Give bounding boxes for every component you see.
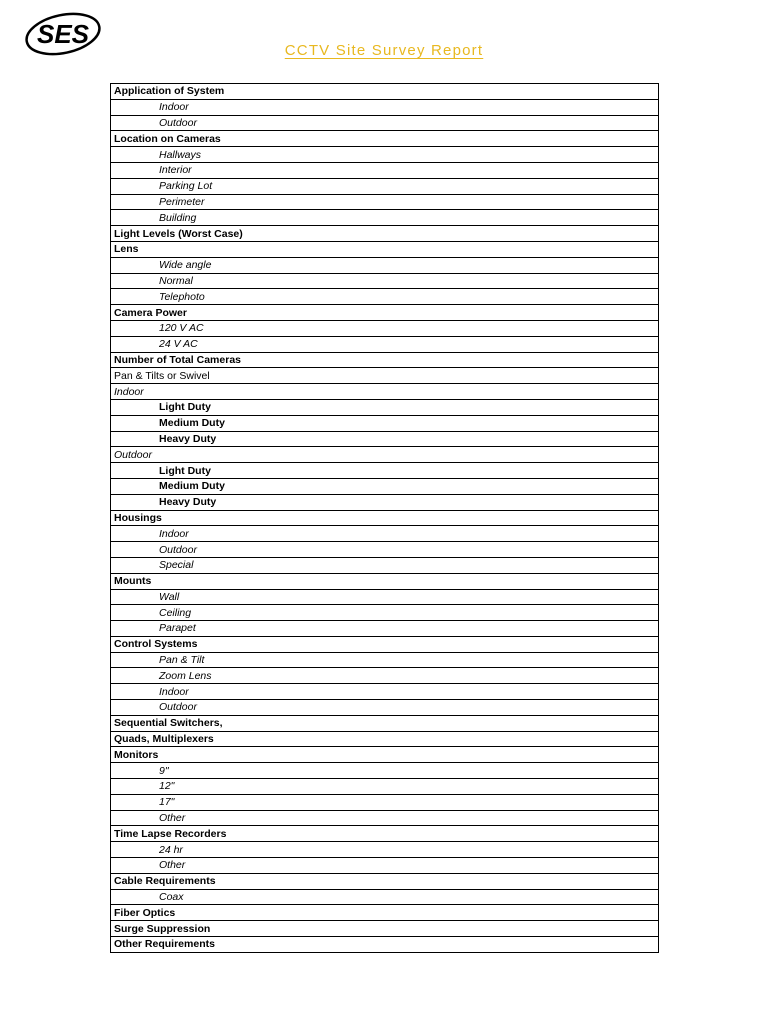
table-row bbox=[111, 652, 659, 668]
table-row bbox=[111, 84, 659, 100]
table-row bbox=[111, 715, 659, 731]
item-label: 24 V AC bbox=[111, 336, 659, 352]
table-row bbox=[111, 605, 659, 621]
section-label: Pan & Tilts or Swivel bbox=[111, 368, 659, 384]
table-row bbox=[111, 447, 659, 463]
section-label: Sequential Switchers, bbox=[111, 715, 659, 731]
logo-text: SES bbox=[36, 19, 90, 49]
table-row bbox=[111, 921, 659, 937]
item-label: Light Duty bbox=[111, 463, 659, 479]
table-row bbox=[111, 257, 659, 273]
item-label: 12" bbox=[111, 779, 659, 795]
table-row bbox=[111, 478, 659, 494]
table-row bbox=[111, 763, 659, 779]
section-label: Monitors bbox=[111, 747, 659, 763]
section-label: Housings bbox=[111, 510, 659, 526]
item-label: 24 hr bbox=[111, 842, 659, 858]
item-label: Heavy Duty bbox=[111, 494, 659, 510]
item-label: Medium Duty bbox=[111, 478, 659, 494]
section-label: Application of System bbox=[111, 84, 659, 100]
item-label: Wide angle bbox=[111, 257, 659, 273]
item-label: Outdoor bbox=[111, 542, 659, 558]
item-label: Parapet bbox=[111, 621, 659, 637]
section-label: Control Systems bbox=[111, 636, 659, 652]
table-row bbox=[111, 873, 659, 889]
item-label: Ceiling bbox=[111, 605, 659, 621]
table-row bbox=[111, 542, 659, 558]
table-row bbox=[111, 431, 659, 447]
table-row bbox=[111, 415, 659, 431]
section-label: Other Requirements bbox=[111, 937, 659, 953]
item-label: Heavy Duty bbox=[111, 431, 659, 447]
table-row bbox=[111, 858, 659, 874]
section-label: Mounts bbox=[111, 573, 659, 589]
table-row bbox=[111, 731, 659, 747]
section-label: Outdoor bbox=[111, 447, 659, 463]
item-label: Indoor bbox=[111, 684, 659, 700]
table-row bbox=[111, 226, 659, 242]
item-label: Building bbox=[111, 210, 659, 226]
table-row bbox=[111, 810, 659, 826]
table-row bbox=[111, 510, 659, 526]
item-label: Medium Duty bbox=[111, 415, 659, 431]
report-title: CCTV Site Survey Report bbox=[284, 42, 484, 59]
item-label: Light Duty bbox=[111, 399, 659, 415]
item-label: Zoom Lens bbox=[111, 668, 659, 684]
item-label: Outdoor bbox=[111, 115, 659, 131]
table-row bbox=[111, 399, 659, 415]
item-label: Normal bbox=[111, 273, 659, 289]
table-row bbox=[111, 320, 659, 336]
table-row bbox=[111, 794, 659, 810]
item-label: Other bbox=[111, 858, 659, 874]
section-label: Fiber Optics bbox=[111, 905, 659, 921]
section-label: Indoor bbox=[111, 384, 659, 400]
table-row bbox=[111, 384, 659, 400]
table-row bbox=[111, 368, 659, 384]
table-row bbox=[111, 937, 659, 953]
table-row bbox=[111, 526, 659, 542]
table-row bbox=[111, 621, 659, 637]
item-label: Telephoto bbox=[111, 289, 659, 305]
table-row bbox=[111, 178, 659, 194]
table-row bbox=[111, 305, 659, 321]
item-label: Coax bbox=[111, 889, 659, 905]
table-row bbox=[111, 889, 659, 905]
table-row bbox=[111, 636, 659, 652]
table-row bbox=[111, 210, 659, 226]
section-label: Number of Total Cameras bbox=[111, 352, 659, 368]
item-label: Perimeter bbox=[111, 194, 659, 210]
table-row bbox=[111, 700, 659, 716]
table-row bbox=[111, 273, 659, 289]
item-label: Pan & Tilt bbox=[111, 652, 659, 668]
section-label: Lens bbox=[111, 241, 659, 257]
table-row bbox=[111, 747, 659, 763]
survey-table bbox=[110, 83, 659, 953]
table-row bbox=[111, 842, 659, 858]
table-row bbox=[111, 589, 659, 605]
section-label: Quads, Multiplexers bbox=[111, 731, 659, 747]
table-row bbox=[111, 905, 659, 921]
item-label: Parking Lot bbox=[111, 178, 659, 194]
table-row bbox=[111, 147, 659, 163]
table-row bbox=[111, 668, 659, 684]
table-row bbox=[111, 826, 659, 842]
table-row bbox=[111, 779, 659, 795]
item-label: Special bbox=[111, 557, 659, 573]
table-row bbox=[111, 131, 659, 147]
item-label: Wall bbox=[111, 589, 659, 605]
section-label: Surge Suppression bbox=[111, 921, 659, 937]
section-label: Cable Requirements bbox=[111, 873, 659, 889]
item-label: Outdoor bbox=[111, 700, 659, 716]
table-row bbox=[111, 336, 659, 352]
table-row bbox=[111, 684, 659, 700]
section-label: Camera Power bbox=[111, 305, 659, 321]
table-row bbox=[111, 573, 659, 589]
item-label: Interior bbox=[111, 162, 659, 178]
section-label: Time Lapse Recorders bbox=[111, 826, 659, 842]
table-row bbox=[111, 463, 659, 479]
item-label: Indoor bbox=[111, 99, 659, 115]
item-label: 9" bbox=[111, 763, 659, 779]
item-label: Other bbox=[111, 810, 659, 826]
section-label: Light Levels (Worst Case) bbox=[111, 226, 659, 242]
table-row bbox=[111, 557, 659, 573]
section-label: Location on Cameras bbox=[111, 131, 659, 147]
item-label: Indoor bbox=[111, 526, 659, 542]
table-row bbox=[111, 289, 659, 305]
item-label: Hallways bbox=[111, 147, 659, 163]
table-row bbox=[111, 194, 659, 210]
item-label: 17" bbox=[111, 794, 659, 810]
table-row bbox=[111, 494, 659, 510]
table-row bbox=[111, 162, 659, 178]
table-row bbox=[111, 241, 659, 257]
table-row bbox=[111, 99, 659, 115]
table-row bbox=[111, 115, 659, 131]
table-row bbox=[111, 352, 659, 368]
item-label: 120 V AC bbox=[111, 320, 659, 336]
